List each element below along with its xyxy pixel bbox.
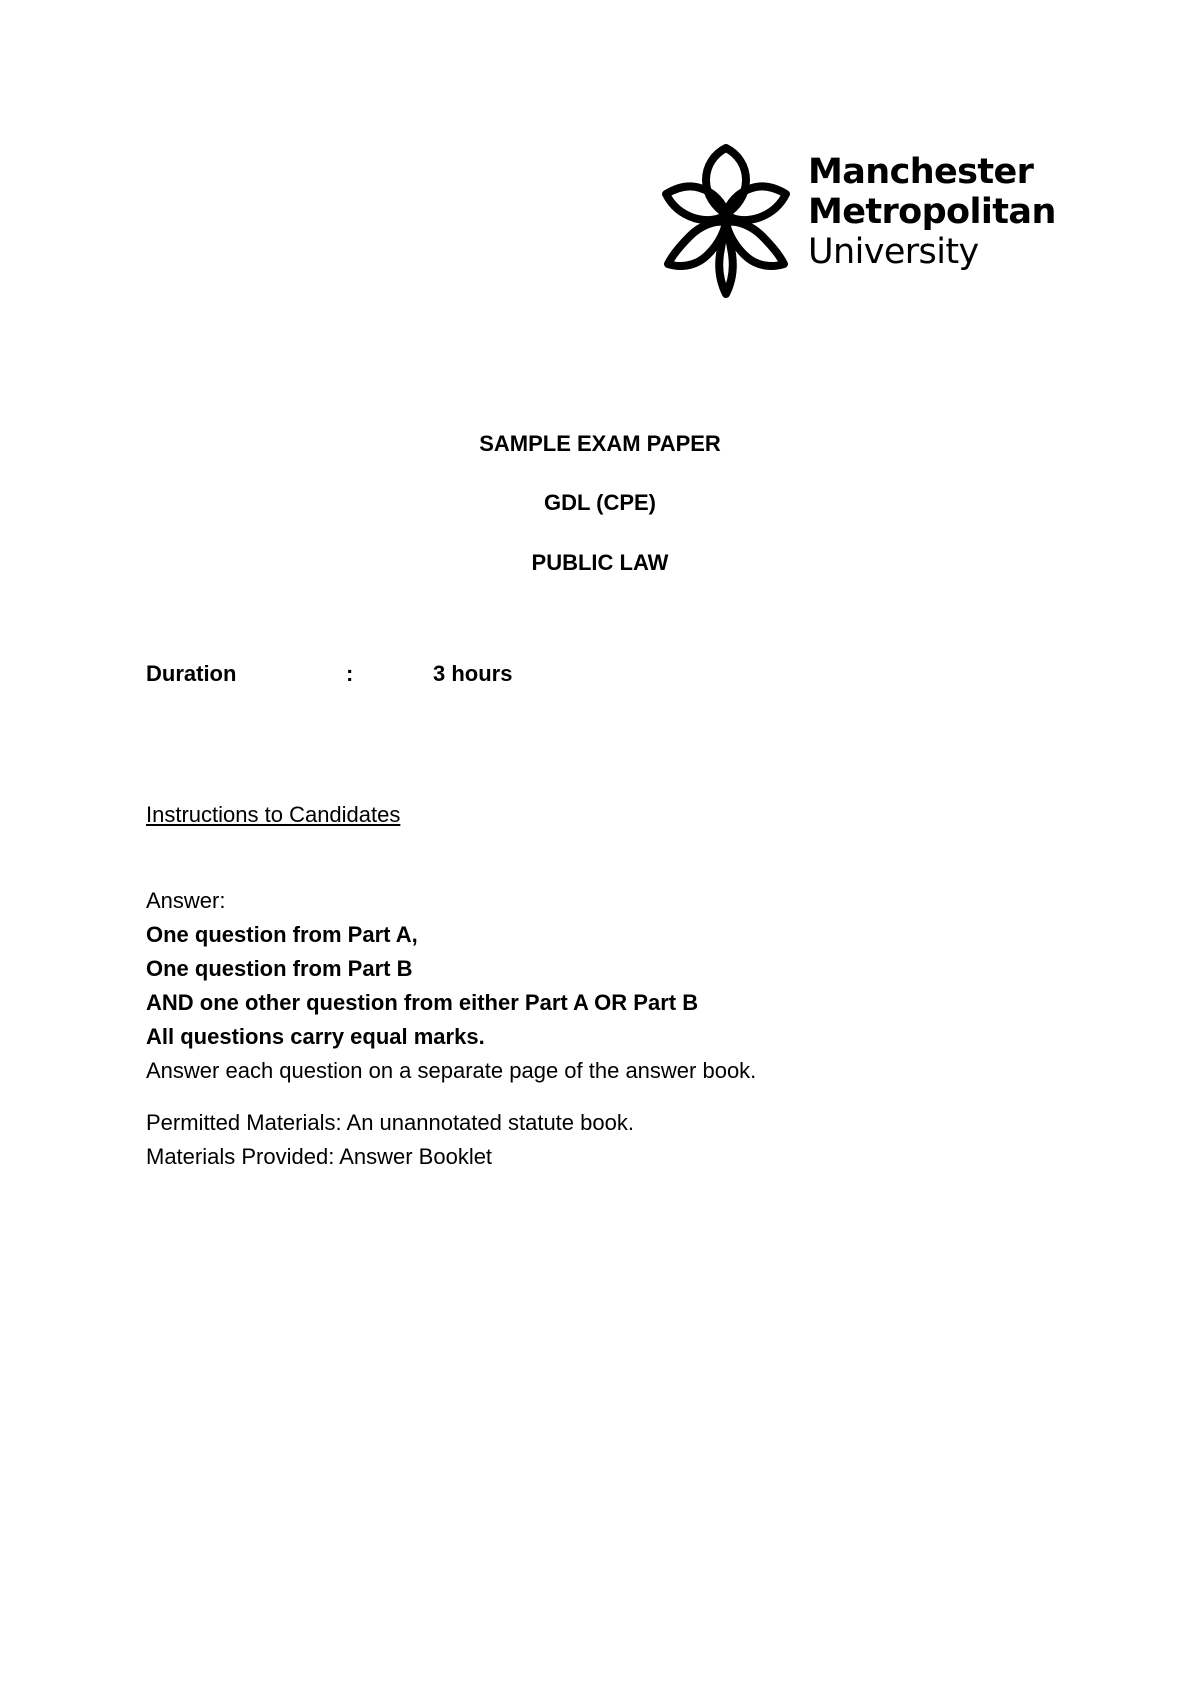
- rule-line: One question from Part B: [146, 956, 413, 981]
- duration-separator: :: [346, 661, 354, 686]
- university-crest-icon: [658, 142, 794, 300]
- answer-note: Answer each question on a separate page of the answer book.: [146, 1058, 757, 1083]
- subject-title: PUBLIC LAW: [531, 550, 669, 575]
- logo-line-1: Manchester: [808, 152, 1034, 192]
- rule-line: All questions carry equal marks.: [146, 1024, 485, 1049]
- paper-title: SAMPLE EXAM PAPER: [479, 431, 721, 456]
- rule-line: AND one other question from either Part A OR Part B: [146, 990, 699, 1015]
- course-title: GDL (CPE): [543, 490, 657, 515]
- materials-section: [146, 1106, 1146, 1174]
- provided-materials: Materials Provided: Answer Booklet: [146, 1144, 493, 1169]
- answer-instructions: [146, 884, 1146, 1088]
- permitted-materials: Permitted Materials: An unannotated statute book.: [146, 1110, 634, 1135]
- instructions-heading: Instructions to Candidates: [146, 802, 401, 827]
- logo-line-3: University: [808, 232, 979, 272]
- answer-label: Answer:: [146, 888, 226, 913]
- rule-line: One question from Part A,: [146, 922, 418, 947]
- instructions-section: [146, 798, 1146, 832]
- university-name: [808, 152, 1056, 272]
- duration-label: Duration: [146, 661, 237, 686]
- logo-line-2: Metropolitan: [808, 192, 1056, 232]
- duration-value: 3 hours: [433, 661, 513, 686]
- university-logo: [658, 142, 1070, 302]
- duration-row: [146, 660, 746, 688]
